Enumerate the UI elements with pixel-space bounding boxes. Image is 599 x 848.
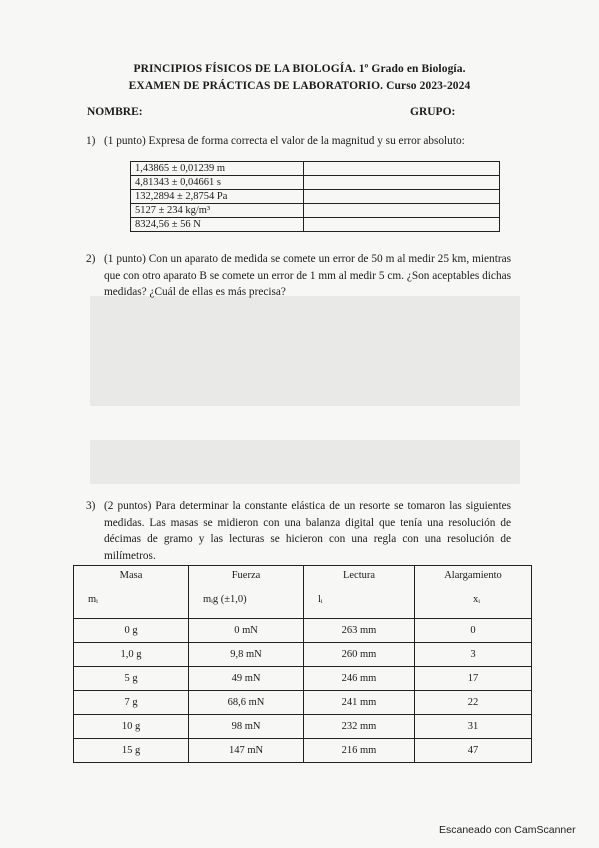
column-header-symbol: mᵢ [88,594,98,605]
reading-cell: 246 mm [304,667,415,691]
reading-cell: 232 mm [304,715,415,739]
magnitude-value-cell: 132,2894 ± 2,8754 Pa [131,190,304,204]
column-header [304,566,415,619]
mass-cell: 15 g [74,739,189,763]
force-cell: 0 mN [189,619,304,643]
force-cell: 49 mN [189,667,304,691]
mass-cell: 1,0 g [74,643,189,667]
elongation-cell: 3 [415,643,532,667]
question-number: 1) [86,135,96,147]
magnitude-value-cell: 1,43865 ± 0,01239 m [131,162,304,176]
elongation-cell: 22 [415,691,532,715]
question-number: 3) [86,500,96,512]
exam-subtitle: EXAMEN DE PRÁCTICAS DE LABORATORIO. Curso 2023-2024 [128,80,471,92]
table-header-row [74,566,532,619]
force-cell: 98 mN [189,715,304,739]
question-text: (1 punto) Expresa de forma correcta el valor de la magnitud y su error absoluto: [104,135,465,147]
column-header-label: Masa [119,570,143,581]
scanner-watermark: Escaneado con CamScanner [439,824,576,836]
column-header-label: Lectura [342,570,376,581]
group-label: GRUPO: [410,106,456,118]
question-number: 2) [86,253,96,265]
table-row [74,715,532,739]
table-row [74,691,532,715]
table-row [74,739,532,763]
elongation-cell: 47 [415,739,532,763]
reading-cell: 263 mm [304,619,415,643]
table-row [131,218,500,232]
elongation-cell: 0 [415,619,532,643]
column-header-symbol: xᵢ [473,594,480,605]
elongation-cell: 31 [415,715,532,739]
mass-cell: 0 g [74,619,189,643]
mass-cell: 5 g [74,667,189,691]
answer-cell[interactable] [304,204,500,218]
question-text: (2 puntos) Para determinar la constante elástica de un resorte se tomaron las siguientes medidas. Las masas se midieron con una balanza digital que tenía una resolución de décimas de gramo y las lecturas se hicieron con una regla con una resolución de milímetros. [104,500,511,562]
answer-cell[interactable] [304,190,500,204]
bleed-through-shadow [90,296,520,406]
magnitude-value-cell: 5127 ± 234 kg/m³ [131,204,304,218]
column-header [189,566,304,619]
answer-cell[interactable] [304,162,500,176]
table-row [74,643,532,667]
table-row [131,176,500,190]
column-header [415,566,532,619]
column-header-label: Fuerza [231,570,261,581]
column-header [74,566,189,619]
question-text: (1 punto) Con un aparato de medida se comete un error de 50 m al medir 25 km, mientras que con otro aparato B se comete un error de 1 mm al medir 5 cm. ¿Son aceptables dichas medidas? ¿Cuál de ellas es más precisa? [104,253,511,298]
mass-cell: 10 g [74,715,189,739]
reading-cell: 216 mm [304,739,415,763]
magnitude-table [130,161,500,232]
name-label: NOMBRE: [87,106,143,118]
elongation-cell: 17 [415,667,532,691]
table-row [131,162,500,176]
bleed-through-shadow [90,440,520,484]
column-header-symbol: mᵢg (±1,0) [203,594,247,605]
magnitude-value-cell: 8324,56 ± 56 N [131,218,304,232]
spring-measurements-table [73,565,532,763]
answer-cell[interactable] [304,176,500,190]
answer-cell[interactable] [304,218,500,232]
column-header-symbol: lᵢ [318,594,323,605]
table-row [131,204,500,218]
column-header-label: Alargamiento [444,570,502,581]
reading-cell: 241 mm [304,691,415,715]
table-row [131,190,500,204]
force-cell: 147 mN [189,739,304,763]
mass-cell: 7 g [74,691,189,715]
table-row [74,619,532,643]
table-row [74,667,532,691]
exam-title: PRINCIPIOS FÍSICOS DE LA BIOLOGÍA. 1º Grado en Biología. [133,63,466,75]
magnitude-value-cell: 4,81343 ± 0,04661 s [131,176,304,190]
reading-cell: 260 mm [304,643,415,667]
force-cell: 68,6 mN [189,691,304,715]
force-cell: 9,8 mN [189,643,304,667]
